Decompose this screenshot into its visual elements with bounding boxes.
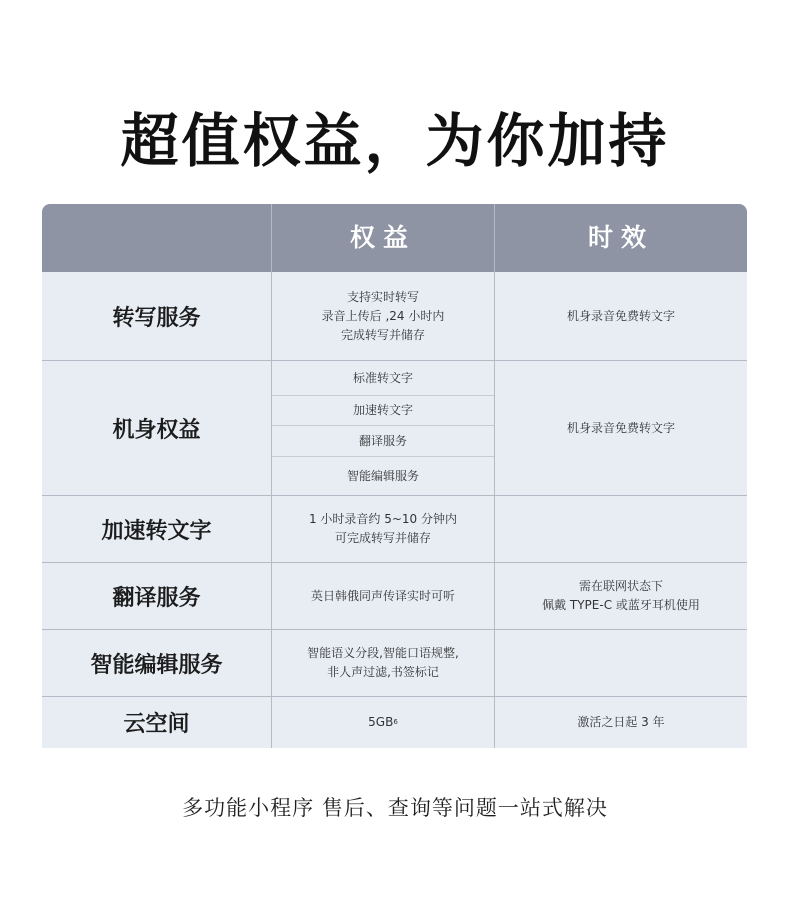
benefit-transcription: 支持实时转写 录音上传后 ,24 小时内 完成转写并储存 (321, 289, 445, 342)
benefit-fast-transcription-detail: 1 小时录音约 5~10 分钟内 可完成转写并储存 (308, 512, 458, 545)
page-title: 超值权益，为你加持 (120, 107, 670, 175)
validity-transcription: 机身录音免费转文字 (566, 308, 675, 323)
benefit-translation: 翻译服务 (358, 433, 407, 448)
validity-translation: 需在联网状态下 佩戴 TYPE-C 或蓝牙耳机使用 (542, 579, 700, 612)
feature-device-benefits: 机身权益 (112, 417, 201, 443)
feature-cloud-space: 云空间 (123, 712, 190, 737)
validity-smart-editing (495, 630, 747, 696)
header-validity: 时效 (587, 223, 654, 252)
table-header (42, 204, 747, 272)
benefit-smart-editing: 智能编辑服务 (346, 468, 419, 483)
benefit-translation-detail: 英日韩俄同声传译实时可听 (310, 588, 455, 603)
benefit-standard-transcription: 标准转文字 (352, 370, 413, 385)
feature-fast-transcription: 加速转文字 (101, 518, 212, 544)
feature-transcription: 转写服务 (112, 305, 201, 331)
footer-text: 多功能小程序 售后、查询等问题一站式解决 (182, 796, 608, 820)
benefit-cloud-space (272, 697, 494, 748)
benefit-smart-editing-detail: 智能语义分段,智能口语规整, 非人声过滤,书签标记 (307, 646, 459, 679)
cloud-space-amount: 5GB (368, 715, 394, 729)
feature-smart-editing: 智能编辑服务 (90, 652, 223, 678)
feature-translation: 翻译服务 (112, 585, 201, 611)
benefit-fast-transcription: 加速转文字 (352, 403, 413, 417)
footnote-marker: 6 (393, 718, 398, 726)
benefits-table (42, 204, 747, 748)
header-benefit: 权益 (349, 223, 416, 252)
validity-fast-transcription (495, 496, 747, 562)
header-feature (42, 204, 271, 272)
validity-cloud-space: 激活之日起 3 年 (577, 715, 665, 729)
validity-device-benefits: 机身录音免费转文字 (566, 420, 675, 435)
